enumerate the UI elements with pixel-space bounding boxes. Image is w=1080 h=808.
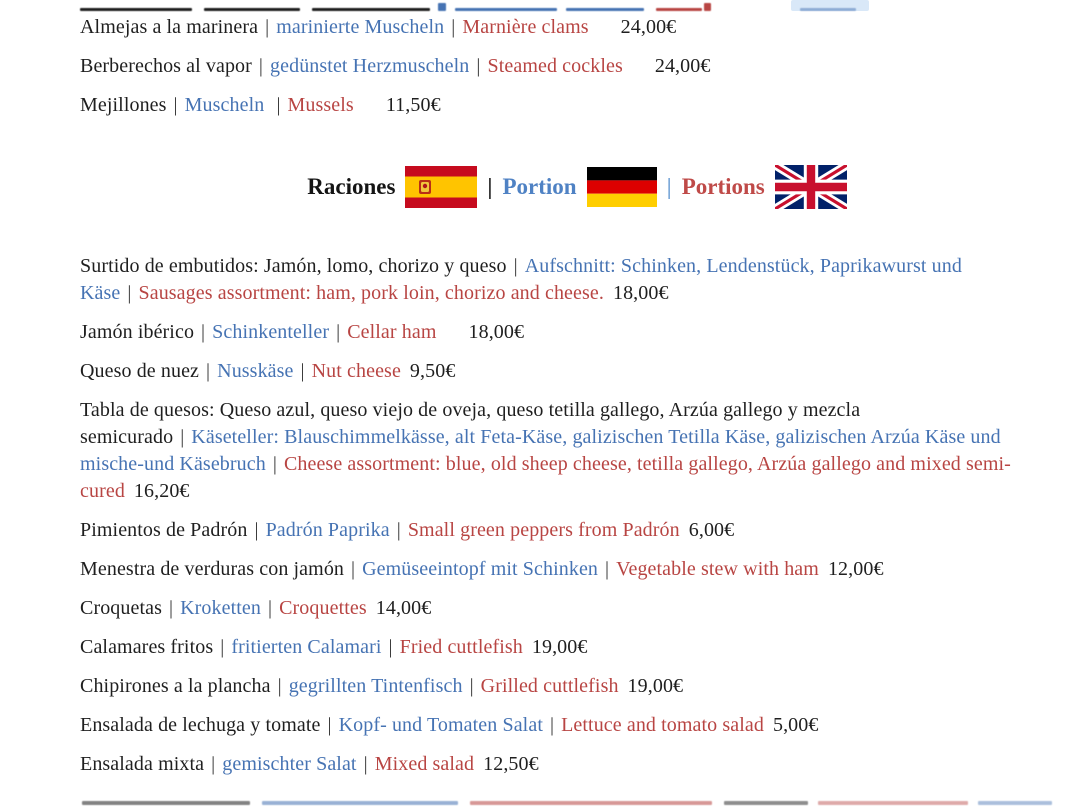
- dish-name-spanish: Mejillones: [80, 94, 167, 116]
- dish-name-english: Fried cuttlefish: [399, 636, 523, 658]
- dish-name-spanish: Menestra de verduras con jamón: [80, 558, 345, 580]
- dish-name-german: Schinkenteller: [212, 321, 330, 343]
- separator-pipe: |: [388, 636, 393, 658]
- dish-price: 18,00€: [612, 282, 669, 304]
- dish-name-german: gemischter Salat: [222, 753, 357, 775]
- dish-price: 6,00€: [688, 519, 735, 541]
- menu-item: [80, 358, 1062, 385]
- dish-name-german: Käseteller: Blauschimmelkässe, alt Feta-Käse, galizischen Tetilla Käse, galizischen Arzúa Käse und mische-und Käsebruch: [80, 426, 1001, 475]
- menu-item: [80, 595, 1062, 622]
- dish-price: 14,00€: [375, 597, 432, 619]
- separator-pipe: |: [180, 426, 185, 448]
- separator-pipe: |: [451, 16, 456, 38]
- clipped-text-fragment: [262, 801, 458, 805]
- clipped-text-fragment: [704, 3, 711, 11]
- dish-name-english: Marnière clams: [462, 16, 589, 38]
- separator-pipe: |: [267, 597, 273, 619]
- clipped-text-fragment: [818, 801, 968, 805]
- dish-name-english: Lettuce and tomato salad: [561, 714, 764, 736]
- separator-pipe: |: [469, 675, 474, 697]
- menu-item: [80, 673, 1062, 700]
- dish-name-english: Cellar ham: [347, 321, 437, 343]
- dish-name-german: Kroketten: [180, 597, 261, 619]
- dish-name-spanish: Calamares fritos: [80, 636, 214, 658]
- separator-pipe: |: [211, 753, 216, 775]
- clipped-text-fragment: [656, 8, 702, 11]
- dish-name-spanish: Berberechos al vapor: [80, 55, 252, 77]
- spain-flag-icon: [405, 166, 477, 208]
- heading-separator-2: |: [666, 174, 672, 199]
- menu-item: [80, 517, 1062, 544]
- dish-name-spanish: Tabla de quesos: Queso azul, queso viejo de oveja, queso tetilla gallego, Arzúa gallego y mezcla semicurado: [80, 399, 861, 448]
- section-heading: [92, 165, 1062, 209]
- dish-price: 18,00€: [468, 321, 525, 343]
- separator-pipe: |: [169, 597, 174, 619]
- separator-pipe: |: [272, 453, 277, 475]
- dish-price: 19,00€: [531, 636, 588, 658]
- dish-price: 24,00€: [654, 55, 711, 77]
- clipped-text-fragment: [724, 801, 808, 805]
- separator-pipe: |: [363, 753, 368, 775]
- heading-label-spanish: Raciones: [307, 174, 396, 199]
- clipped-text-fragment: [455, 8, 557, 11]
- clipped-text-fragment: [312, 8, 430, 11]
- separator-pipe: |: [258, 55, 264, 77]
- dish-name-spanish: Croquetas: [80, 597, 162, 619]
- dish-name-german: gedünstet Herzmuscheln: [270, 55, 470, 77]
- menu-item: [80, 634, 1062, 661]
- clipped-text-fragment: [204, 8, 300, 11]
- separator-pipe: |: [396, 519, 401, 541]
- dish-name-german: fritierten Calamari: [231, 636, 382, 658]
- clipped-text-fragment: [978, 801, 1052, 805]
- separator-pipe: |: [476, 55, 481, 77]
- menu-item: [80, 53, 1062, 80]
- separator-pipe: |: [201, 321, 206, 343]
- dish-name-spanish: Jamón ibérico: [80, 321, 195, 343]
- separator-pipe: |: [220, 636, 225, 658]
- separator-pipe: |: [513, 255, 518, 277]
- clipped-text-fragment: [82, 801, 250, 805]
- dish-name-german: Aufschnitt: Schinken, Lendenstück, Paprikawurst und Käse: [80, 255, 962, 304]
- dish-name-spanish: Almejas a la marinera: [80, 16, 259, 38]
- separator-pipe: |: [351, 558, 356, 580]
- heading-separator-1: |: [487, 174, 493, 199]
- dish-name-english: Mixed salad: [374, 753, 475, 775]
- dish-name-spanish: Surtido de embutidos: Jamón, lomo, chorizo y queso: [80, 255, 507, 277]
- dish-price: 16,20€: [133, 480, 190, 502]
- dish-name-german: Nusskäse: [217, 360, 294, 382]
- dish-price: 11,50€: [385, 94, 441, 116]
- dish-name-german: Padrón Paprika: [265, 519, 390, 541]
- dish-name-english: Mussels: [287, 94, 354, 116]
- menu-item: [80, 253, 1062, 307]
- separator-pipe: |: [173, 94, 178, 116]
- dish-name-spanish: Chipirones a la plancha: [80, 675, 271, 697]
- dish-name-spanish: Pimientos de Padrón: [80, 519, 248, 541]
- clipped-text-fragment: [438, 3, 446, 11]
- dish-name-english: Vegetable stew with ham: [616, 558, 819, 580]
- seafood-items-list: [80, 14, 1062, 119]
- clipped-text-fragment: [566, 8, 644, 11]
- dish-name-english: Sausages assortment: ham, pork loin, chorizo and cheese.: [138, 282, 604, 304]
- dish-name-german: Kopf- und Tomaten Salat: [338, 714, 543, 736]
- heading-label-german: Portion: [502, 174, 577, 199]
- dish-name-spanish: Ensalada mixta: [80, 753, 205, 775]
- menu-item: [80, 319, 1062, 346]
- dish-name-english: Steamed cockles: [487, 55, 623, 77]
- separator-pipe: |: [336, 321, 341, 343]
- menu-item: [80, 14, 1062, 41]
- dish-name-english: Cheese assortment: blue, old sheep cheese, tetilla gallego, Arzúa gallego and mixed semi-cured: [80, 453, 1011, 502]
- dish-name-spanish: Queso de nuez: [80, 360, 200, 382]
- menu-item: [80, 397, 1062, 505]
- dish-price: 19,00€: [627, 675, 684, 697]
- separator-pipe: |: [265, 16, 270, 38]
- separator-pipe: |: [254, 519, 259, 541]
- germany-flag-icon: [587, 167, 657, 207]
- dish-name-german: Muscheln: [184, 94, 270, 116]
- clipped-text-fragment: [470, 801, 712, 805]
- dish-name-english: Croquettes: [279, 597, 367, 619]
- menu-item: [80, 92, 1062, 119]
- dish-name-german: gegrillten Tintenfisch: [288, 675, 463, 697]
- separator-pipe: |: [549, 714, 555, 736]
- separator-pipe: |: [300, 360, 305, 382]
- raciones-items-list: [80, 253, 1062, 778]
- dish-name-spanish: Ensalada de lechuga y tomate: [80, 714, 321, 736]
- dish-price: 24,00€: [620, 16, 677, 38]
- clipped-text-fragment: [80, 8, 192, 11]
- menu-item: [80, 712, 1062, 739]
- separator-pipe: |: [127, 282, 132, 304]
- separator-pipe: |: [277, 675, 282, 697]
- dish-price: 9,50€: [409, 360, 456, 382]
- clipped-line-top: [0, 0, 1080, 12]
- clipped-line-bottom: [0, 799, 1080, 808]
- menu-item: [80, 751, 1062, 778]
- dish-name-german: marinierte Muscheln: [276, 16, 445, 38]
- menu-content: [80, 14, 1062, 790]
- separator-pipe: |: [206, 360, 211, 382]
- heading-label-english: Portions: [681, 174, 765, 199]
- menu-item: [80, 556, 1062, 583]
- dish-price: 12,50€: [483, 753, 539, 775]
- dish-name-german: Gemüseeintopf mit Schinken: [362, 558, 599, 580]
- uk-flag-icon: [775, 165, 847, 209]
- separator-pipe: |: [605, 558, 610, 580]
- dish-price: 5,00€: [772, 714, 819, 736]
- clipped-text-fragment: [800, 8, 856, 11]
- dish-name-english: Small green peppers from Padrón: [407, 519, 680, 541]
- dish-price: 12,00€: [827, 558, 884, 580]
- separator-pipe: |: [327, 714, 332, 736]
- dish-name-english: Grilled cuttlefish: [480, 675, 619, 697]
- dish-name-english: Nut cheese: [311, 360, 401, 382]
- separator-pipe: |: [276, 94, 281, 116]
